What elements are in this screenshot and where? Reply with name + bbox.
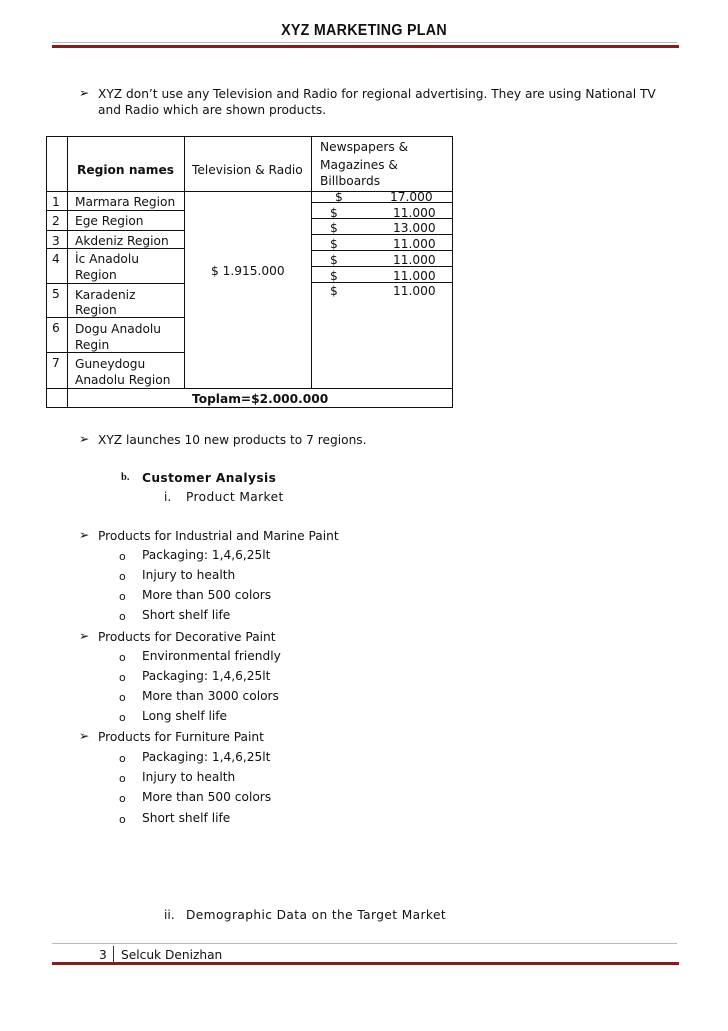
circle-bullet-icon: o [119, 651, 126, 664]
row-number: 6 [52, 321, 60, 335]
subsection-number: ii. [164, 908, 175, 922]
footer-separator [113, 946, 114, 962]
section-letter: b. [121, 472, 130, 483]
subsection-heading: Product Market [186, 490, 284, 504]
region-name-cont: Region [75, 268, 117, 282]
region-name: Ege Region [75, 214, 144, 228]
news-amount: 17.000 [390, 190, 433, 204]
region-name-cont: Anadolu Region [75, 373, 171, 387]
product-group-title: Products for Decorative Paint [98, 630, 276, 644]
circle-bullet-icon: o [119, 590, 126, 603]
product-attribute: Environmental friendly [142, 649, 281, 663]
product-attribute: Short shelf life [142, 811, 231, 825]
news-currency: $ [330, 221, 338, 235]
product-attribute: More than 500 colors [142, 790, 272, 804]
subsection-number: i. [164, 490, 172, 504]
product-attribute: More than 3000 colors [142, 689, 279, 703]
circle-bullet-icon: o [119, 671, 126, 684]
news-currency: $ [330, 206, 338, 220]
product-attribute: Injury to health [142, 568, 236, 582]
circle-bullet-icon: o [119, 792, 126, 805]
circle-bullet-icon: o [119, 691, 126, 704]
news-currency: $ [330, 253, 338, 267]
budget-table [46, 136, 453, 408]
footer-divider-red [52, 962, 679, 965]
circle-bullet-icon: o [119, 813, 126, 826]
arrow-bullet-icon: ➢ [79, 729, 90, 743]
region-name: İc Anadolu [75, 252, 140, 266]
col-header-tv-radio: Television & Radio [192, 163, 303, 177]
col-header-region: Region names [77, 163, 174, 177]
row-number: 4 [52, 252, 60, 266]
arrow-bullet-icon: ➢ [79, 629, 90, 643]
intro-line-2: and Radio which are shown products. [98, 103, 327, 117]
col-header-news-2: Magazines & [320, 158, 398, 172]
news-amount: 11.000 [393, 269, 436, 283]
col-header-news-1: Newspapers & [320, 140, 409, 154]
circle-bullet-icon: o [119, 772, 126, 785]
subsection-heading: Demographic Data on the Target Market [186, 908, 447, 922]
section-heading: Customer Analysis [142, 471, 277, 485]
arrow-bullet-icon: ➢ [79, 528, 90, 542]
arrow-bullet-icon: ➢ [79, 432, 90, 446]
product-group-title: Products for Furniture Paint [98, 730, 264, 744]
arrow-bullet-icon: ➢ [79, 86, 90, 100]
circle-bullet-icon: o [119, 752, 126, 765]
region-name: Guneydogu [75, 357, 146, 371]
row-number: 1 [52, 195, 60, 209]
page-number: 3 [99, 948, 107, 962]
circle-bullet-icon: o [119, 550, 126, 563]
row-number: 5 [52, 287, 60, 301]
news-currency: $ [330, 284, 338, 298]
intro-line-1: XYZ don’t use any Television and Radio for regional advertising. They are using National TV [98, 87, 656, 101]
launch-text: XYZ launches 10 new products to 7 regions. [98, 433, 367, 447]
region-name: Akdeniz Region [75, 234, 169, 248]
product-attribute: Long shelf life [142, 709, 228, 723]
product-attribute: Short shelf life [142, 608, 231, 622]
region-name: Marmara Region [75, 195, 176, 209]
news-amount: 11.000 [393, 206, 436, 220]
header-divider-thin [52, 42, 677, 43]
product-attribute: Injury to health [142, 770, 236, 784]
table-total: Toplam=$2.000.000 [192, 392, 329, 406]
news-amount: 11.000 [393, 237, 436, 251]
tv-radio-value: $ 1.915.000 [211, 264, 285, 278]
region-name-cont: Region [75, 303, 117, 317]
row-number: 2 [52, 214, 60, 228]
col-header-news-3: Billboards [320, 174, 381, 188]
product-attribute: Packaging: 1,4,6,25lt [142, 669, 271, 683]
news-currency: $ [330, 269, 338, 283]
product-attribute: More than 500 colors [142, 588, 272, 602]
news-amount: 13.000 [393, 221, 436, 235]
header-divider-red [52, 45, 679, 48]
region-name: Dogu Anadolu [75, 322, 162, 336]
circle-bullet-icon: o [119, 610, 126, 623]
row-number: 3 [52, 234, 60, 248]
page-title: XYZ MARKETING PLAN [281, 22, 447, 39]
news-currency: $ [330, 237, 338, 251]
circle-bullet-icon: o [119, 711, 126, 724]
footer-divider-thin [52, 943, 677, 944]
row-number: 7 [52, 356, 60, 370]
news-currency: $ [335, 190, 343, 204]
circle-bullet-icon: o [119, 570, 126, 583]
region-name-cont: Regin [75, 338, 110, 352]
news-amount: 11.000 [393, 253, 436, 267]
product-attribute: Packaging: 1,4,6,25lt [142, 548, 271, 562]
region-name: Karadeniz [75, 288, 136, 302]
footer-author: Selcuk Denizhan [121, 948, 223, 962]
product-group-title: Products for Industrial and Marine Paint [98, 529, 339, 543]
news-amount: 11.000 [393, 284, 436, 298]
product-attribute: Packaging: 1,4,6,25lt [142, 750, 271, 764]
